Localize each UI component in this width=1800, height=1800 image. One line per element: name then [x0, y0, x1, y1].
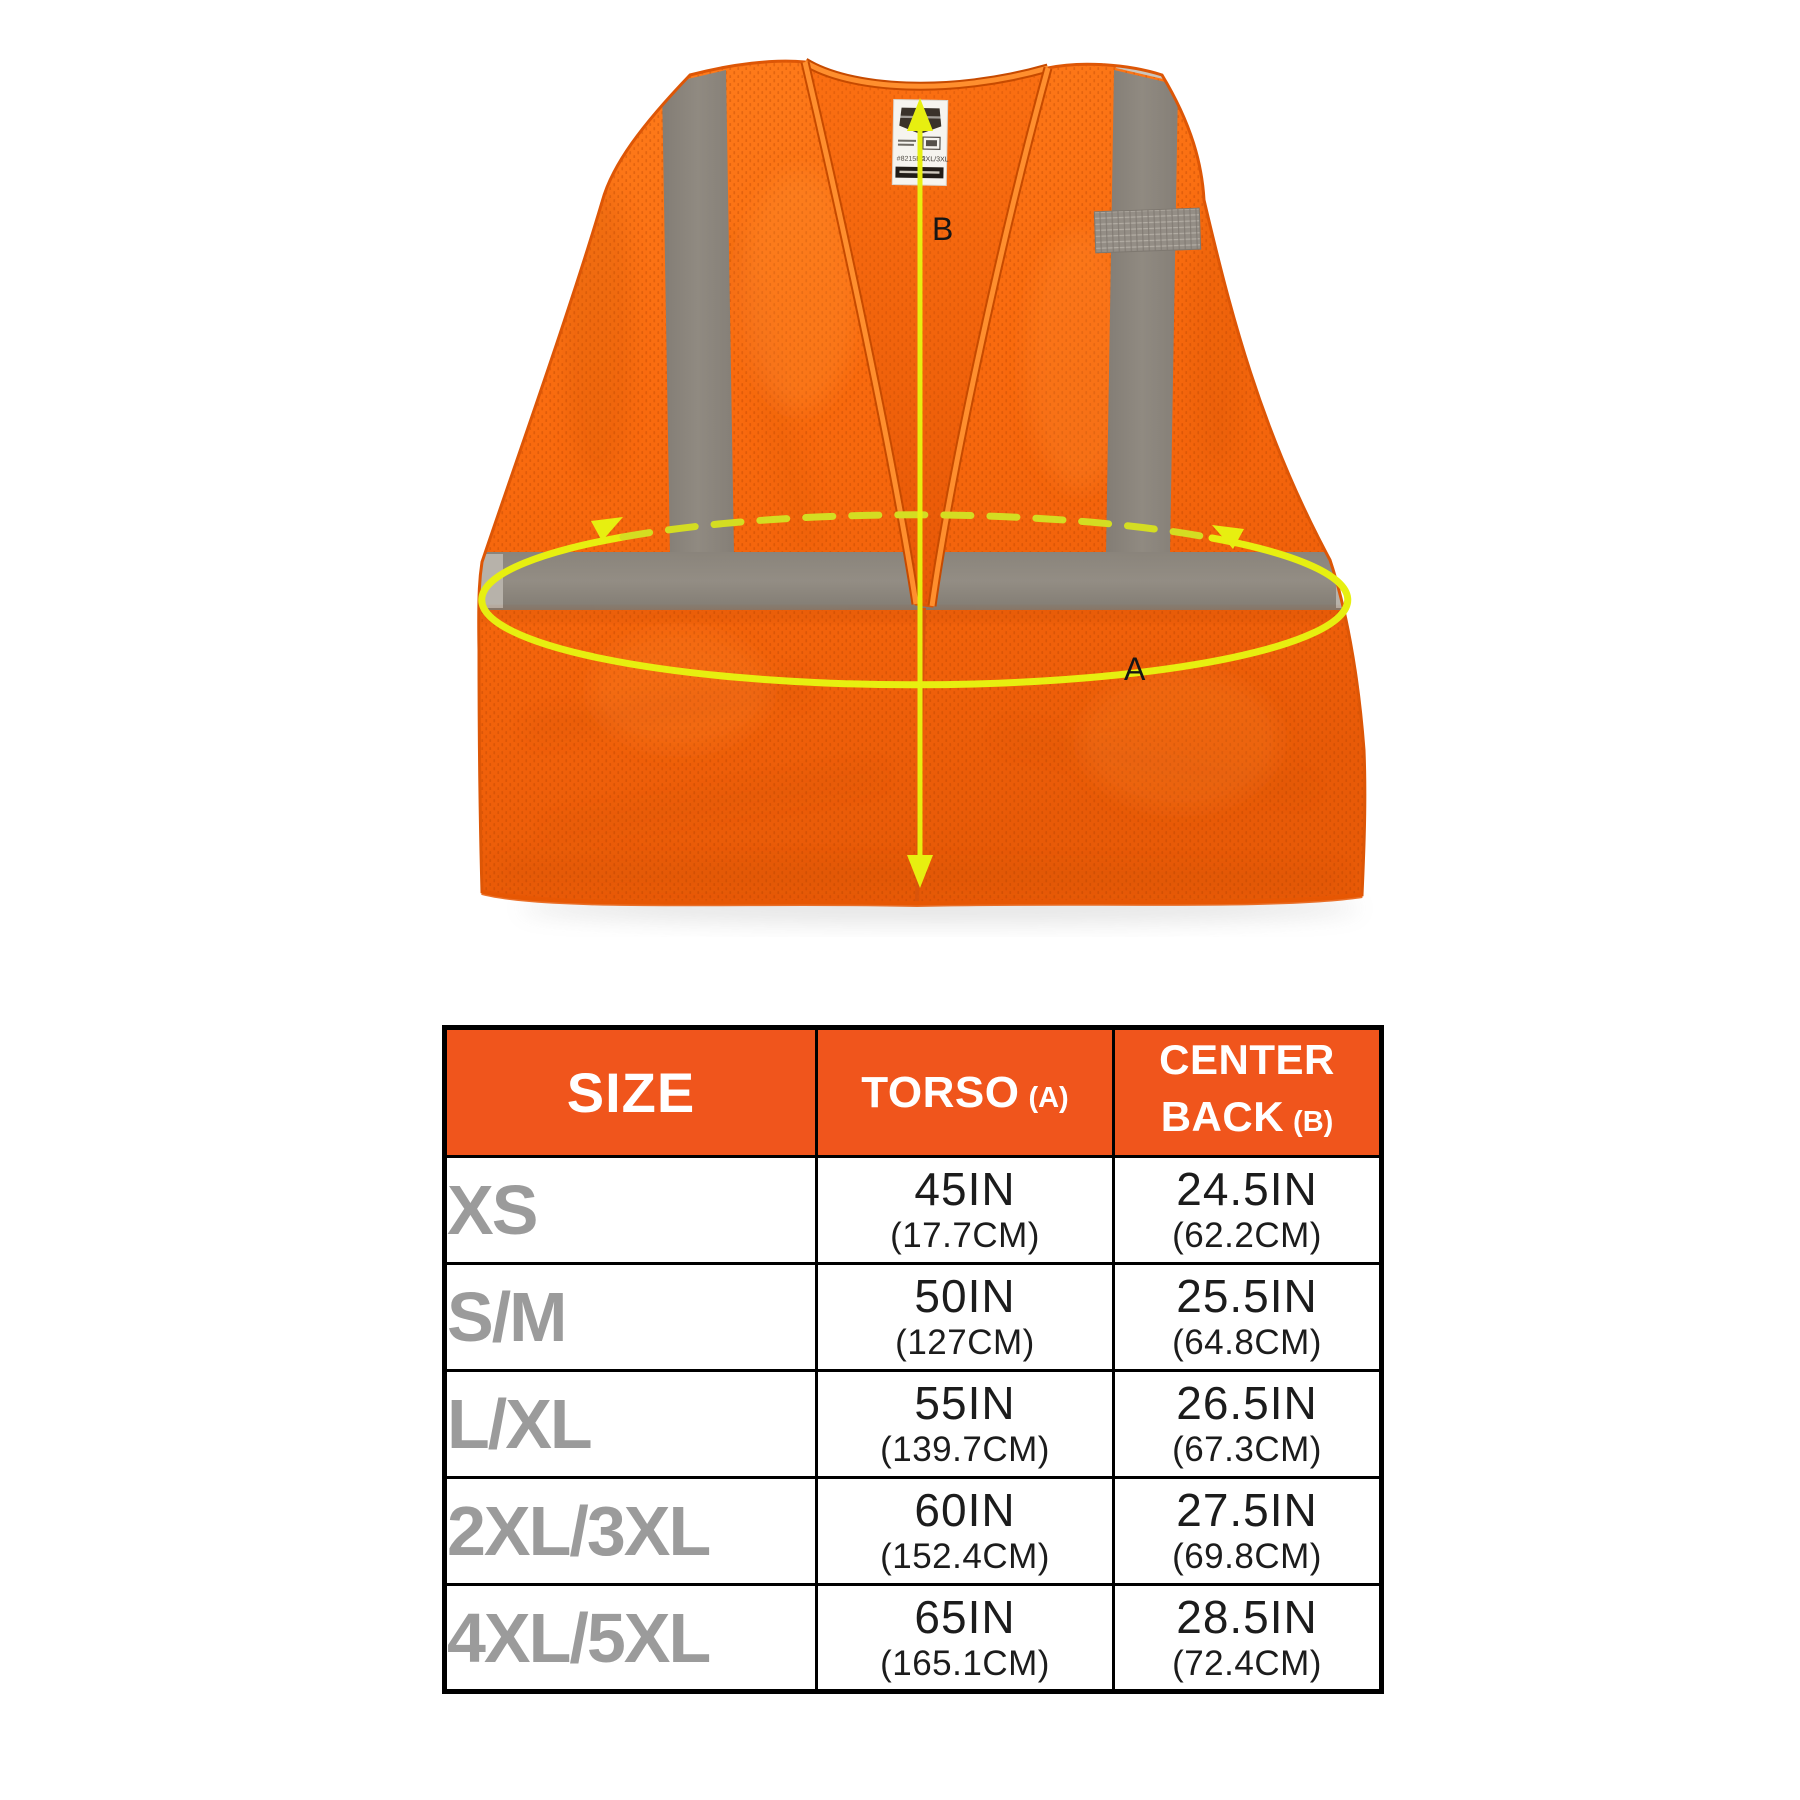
header-torso: [817, 1028, 1114, 1157]
vest-diagram-svg: [380, 30, 1420, 970]
torso-cell: [817, 1264, 1114, 1371]
torso-cm: (165.1CM): [880, 1643, 1050, 1683]
size-cell: XS: [445, 1157, 817, 1264]
table-row-2xl3xl: [445, 1478, 1382, 1585]
back-cell: [1114, 1478, 1382, 1585]
back-inches: 25.5IN: [1176, 1270, 1318, 1322]
label-center-back: B: [932, 211, 954, 247]
table-row-xs: [445, 1157, 1382, 1264]
tag-size-text: 2XL/3XL: [921, 156, 949, 164]
table-row-lxl: [445, 1371, 1382, 1478]
header-back-ref: (B): [1293, 1105, 1334, 1138]
header-back-line1: CENTER: [1159, 1035, 1335, 1083]
back-cell: [1114, 1264, 1382, 1371]
header-size-label: SIZE: [566, 1061, 696, 1124]
torso-cm: (127CM): [895, 1323, 1035, 1362]
back-cell: [1114, 1585, 1382, 1692]
torso-cell: [817, 1371, 1114, 1478]
size-cell: S/M: [445, 1264, 817, 1371]
torso-cell: [817, 1478, 1114, 1585]
torso-inches: 45IN: [914, 1163, 1016, 1215]
back-cm: (64.8CM): [1172, 1323, 1322, 1362]
size-chart-header-row: [445, 1028, 1382, 1157]
header-back-line2: BACK: [1160, 1092, 1285, 1140]
torso-inches: 55IN: [914, 1377, 1016, 1429]
reflective-stripe-left: [662, 70, 734, 554]
back-inches: 28.5IN: [1176, 1590, 1318, 1643]
back-cm: (67.3CM): [1172, 1430, 1322, 1469]
torso-cm: (139.7CM): [880, 1430, 1050, 1469]
back-cell: [1114, 1157, 1382, 1264]
table-row-4xl5xl: [445, 1585, 1382, 1692]
tag-product-code: #8215BA: [896, 155, 926, 164]
torso-cm: (152.4CM): [880, 1537, 1050, 1576]
vest-figure: [380, 30, 1420, 970]
table-row-sm: [445, 1264, 1382, 1371]
reflective-stripe-right: [1106, 70, 1178, 554]
back-inches: 27.5IN: [1176, 1484, 1318, 1536]
velcro-patch: [1094, 208, 1200, 253]
size-cell: 2XL/3XL: [445, 1478, 817, 1585]
back-cell: [1114, 1371, 1382, 1478]
torso-inches: 60IN: [914, 1484, 1016, 1536]
torso-inches: 50IN: [914, 1270, 1016, 1322]
header-torso-ref: (A): [1028, 1081, 1069, 1114]
size-cell: L/XL: [445, 1371, 817, 1478]
back-cm: (62.2CM): [1172, 1216, 1322, 1255]
header-torso-label: TORSO: [861, 1067, 1020, 1117]
size-cell: 4XL/5XL: [445, 1585, 817, 1692]
header-center-back: [1114, 1028, 1382, 1157]
size-chart-table: [442, 1025, 1384, 1694]
header-size: [445, 1028, 817, 1157]
back-cm: (72.4CM): [1172, 1643, 1322, 1683]
torso-cm: (17.7CM): [890, 1216, 1040, 1255]
torso-inches: 65IN: [914, 1590, 1016, 1643]
back-cm: (69.8CM): [1172, 1537, 1322, 1576]
label-torso: A: [1124, 651, 1146, 687]
torso-cell: [817, 1157, 1114, 1264]
torso-cell: [817, 1585, 1114, 1692]
back-inches: 26.5IN: [1176, 1377, 1318, 1429]
back-inches: 24.5IN: [1176, 1163, 1318, 1215]
